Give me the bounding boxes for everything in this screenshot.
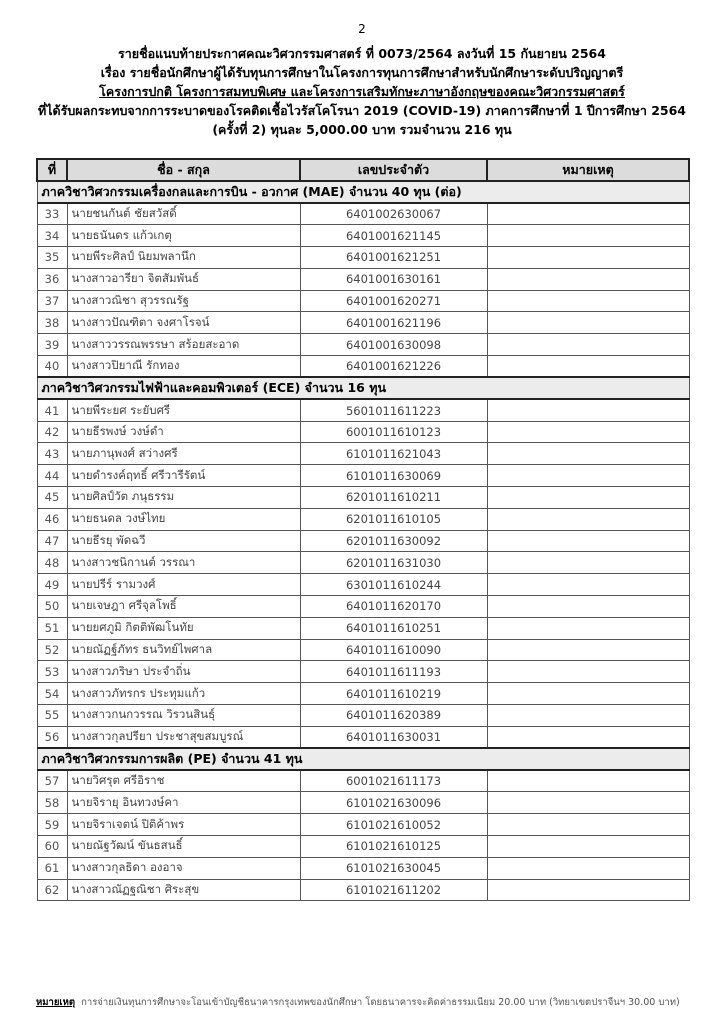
student-name: นางสาวอารียา จิตสัมพันธ์ (67, 268, 300, 290)
table-row (37, 247, 689, 269)
row-number: 42 (37, 421, 67, 443)
student-id: 6201011610211 (300, 487, 487, 509)
row-number: 56 (37, 726, 67, 748)
row-note (487, 639, 689, 661)
student-id: 6401002630067 (300, 203, 487, 225)
footnote-text: การจ่ายเงินทุนการศึกษาจะโอนเข้าบัญชีธนาคารกรุงเทพของนักศึกษา โดยธนาคารจะคิดค่าธรรมเนียม 20.00 บาท (วิทยาเขตปราจีนฯ 30.00 บาท) (81, 997, 680, 1008)
student-name: นายเจษฎา ศรีจุลโพธิ์ (67, 596, 300, 618)
student-id: 6101021611202 (300, 879, 487, 901)
column-header-note: หมายเหตุ (487, 159, 689, 181)
student-name: นายณัฐวัฒน์ ขันธสนธิ์ (67, 836, 300, 858)
row-note (487, 661, 689, 683)
row-note (487, 465, 689, 487)
row-number: 52 (37, 639, 67, 661)
row-number: 48 (37, 552, 67, 574)
student-name: นายธีรพงษ์ วงษ์ดำ (67, 421, 300, 443)
student-name: นายธีรยุ พัดฉวี (67, 530, 300, 552)
row-note (487, 268, 689, 290)
table-row (37, 574, 689, 596)
table-row (37, 421, 689, 443)
row-note (487, 792, 689, 814)
student-name: นายจิรายุ อินทวงษ์คา (67, 792, 300, 814)
table-row (37, 814, 689, 836)
document-header (30, 44, 694, 139)
student-name: นางสาวปิยาณี รักทอง (67, 356, 300, 378)
student-id: 6201011631030 (300, 552, 487, 574)
student-id: 6101021610052 (300, 814, 487, 836)
header-subject: เรื่อง รายชื่อนักศึกษาผู้ได้รับทุนการศึกษาในโครงการทุนการศึกษาสำหรับนักศึกษาระดับปริญญาตรี (100, 65, 624, 80)
student-id: 6101021630045 (300, 857, 487, 879)
student-id: 6401001621145 (300, 225, 487, 247)
student-id: 6201011630092 (300, 530, 487, 552)
header-scholarship-amount: (ครั้งที่ 2) ทุนละ 5,000.00 บาท รวมจำนวน 216 ทุน (212, 122, 512, 137)
table-row (37, 617, 689, 639)
table-row (37, 726, 689, 748)
table-row (37, 836, 689, 858)
row-number: 62 (37, 879, 67, 901)
student-id: 6401001621226 (300, 356, 487, 378)
student-id: 6401011611193 (300, 661, 487, 683)
row-note (487, 356, 689, 378)
table-body (37, 181, 689, 901)
table-row (37, 857, 689, 879)
student-name: นางสาวปัณฑิตา จงศาโรจน์ (67, 312, 300, 334)
row-note (487, 596, 689, 618)
student-id: 6101011621043 (300, 443, 487, 465)
student-name: นายศิลป์วัต ภนุธรรม (67, 487, 300, 509)
row-number: 38 (37, 312, 67, 334)
student-name: นายธนดล วงษ์ไทย (67, 508, 300, 530)
row-note (487, 726, 689, 748)
student-name: นายยศภูมิ กิตติพัฒโนทัย (67, 617, 300, 639)
row-number: 61 (37, 857, 67, 879)
row-number: 47 (37, 530, 67, 552)
page-number: 2 (358, 22, 366, 36)
student-name: นายภานุพงศ์ สว่างศรี (67, 443, 300, 465)
table-row (37, 530, 689, 552)
header-announcement: รายชื่อแนบท้ายประกาศคณะวิศวกรรมศาสตร์ ที่ 0073/2564 ลงวันที่ 15 กันยายน 2564 (118, 46, 606, 61)
table-row (37, 399, 689, 421)
header-covid-impact: ที่ได้รับผลกระทบจากการระบาดของโรคติดเชื้อไวรัสโคโรนา 2019 (COVID-19) ภาคการศึกษาที่ 1 ปีการศึกษา 2564 (37, 103, 687, 118)
department-label: ภาควิชาวิศวกรรมการผลิต (PE) จำนวน 41 ทุน (37, 748, 689, 770)
department-row (37, 377, 689, 399)
table-row (37, 508, 689, 530)
table-row (37, 661, 689, 683)
header-programs: โครงการปกติ โครงการสมทบพิเศษ และโครงการเสริมทักษะภาษาอังกฤษของคณะวิศวกรรมศาสตร์ (99, 84, 625, 99)
table-row (37, 770, 689, 792)
row-number: 34 (37, 225, 67, 247)
table-row (37, 552, 689, 574)
student-id: 6401011610090 (300, 639, 487, 661)
row-note (487, 421, 689, 443)
student-name: นายปรีร์ รามวงศ์ (67, 574, 300, 596)
student-id: 6201011610105 (300, 508, 487, 530)
table-row (37, 443, 689, 465)
student-name: นางสาวชนิกานต์ วรรณา (67, 552, 300, 574)
row-note (487, 203, 689, 225)
student-name: นางสาวกุลปรียา ประชาสุขสมบูรณ์ (67, 726, 300, 748)
table-row (37, 268, 689, 290)
row-number: 40 (37, 356, 67, 378)
row-number: 51 (37, 617, 67, 639)
student-id: 6401001621196 (300, 312, 487, 334)
row-number: 39 (37, 334, 67, 356)
table-header-row (37, 159, 689, 181)
student-id: 6401001630098 (300, 334, 487, 356)
student-id: 5601011611223 (300, 399, 487, 421)
row-note (487, 334, 689, 356)
row-number: 41 (37, 399, 67, 421)
row-number: 59 (37, 814, 67, 836)
student-name: นายจิราเจตน์ ปิติค้าพร (67, 814, 300, 836)
row-number: 49 (37, 574, 67, 596)
column-header-no: ที่ (37, 159, 67, 181)
row-note (487, 290, 689, 312)
row-number: 57 (37, 770, 67, 792)
row-note (487, 574, 689, 596)
student-name: นางสาวภริษา ประจำถิ่น (67, 661, 300, 683)
row-number: 46 (37, 508, 67, 530)
row-note (487, 770, 689, 792)
student-id: 6401011630031 (300, 726, 487, 748)
department-row (37, 748, 689, 770)
table-row (37, 879, 689, 901)
student-id: 6301011610244 (300, 574, 487, 596)
scholarship-table (36, 158, 690, 901)
row-note (487, 247, 689, 269)
row-note (487, 683, 689, 705)
row-note (487, 487, 689, 509)
department-row (37, 181, 689, 203)
table-row (37, 683, 689, 705)
row-note (487, 836, 689, 858)
table-row (37, 487, 689, 509)
row-number: 45 (37, 487, 67, 509)
row-number: 50 (37, 596, 67, 618)
row-number: 33 (37, 203, 67, 225)
student-name: นายธนันดร แก้วเกตุ (67, 225, 300, 247)
row-number: 37 (37, 290, 67, 312)
row-number: 58 (37, 792, 67, 814)
student-id: 6101021630096 (300, 792, 487, 814)
student-id: 6401011610219 (300, 683, 487, 705)
table-row (37, 334, 689, 356)
row-number: 60 (37, 836, 67, 858)
table-row (37, 596, 689, 618)
column-header-name: ชื่อ - สกุล (67, 159, 300, 181)
table-row (37, 356, 689, 378)
table-row (37, 312, 689, 334)
department-label: ภาควิชาวิศวกรรมไฟฟ้าและคอมพิวเตอร์ (ECE) จำนวน 16 ทุน (37, 377, 689, 399)
row-number: 36 (37, 268, 67, 290)
row-number: 43 (37, 443, 67, 465)
row-note (487, 617, 689, 639)
row-note (487, 705, 689, 727)
row-number: 35 (37, 247, 67, 269)
row-note (487, 530, 689, 552)
table-row (37, 290, 689, 312)
student-id: 6401001630161 (300, 268, 487, 290)
table-row (37, 705, 689, 727)
student-name: นายวิศรุต ศรีอิราช (67, 770, 300, 792)
column-header-id: เลขประจำตัว (300, 159, 487, 181)
table-row (37, 225, 689, 247)
row-note (487, 508, 689, 530)
student-name: นายพีระยศ ระยับศรี (67, 399, 300, 421)
row-number: 55 (37, 705, 67, 727)
row-note (487, 879, 689, 901)
student-name: นางสาววรรณพรรษา สร้อยสะอาด (67, 334, 300, 356)
student-id: 6401001621251 (300, 247, 487, 269)
table-row (37, 465, 689, 487)
student-name: นางสาวณิชา สุวรรณรัฐ (67, 290, 300, 312)
student-name: นายณัฏฐ์ภัทร ธนวิทย์ไพศาล (67, 639, 300, 661)
row-note (487, 814, 689, 836)
footnote-label: หมายเหตุ (36, 997, 76, 1008)
row-note (487, 552, 689, 574)
student-id: 6401001620271 (300, 290, 487, 312)
student-id: 6001011610123 (300, 421, 487, 443)
row-note (487, 443, 689, 465)
student-id: 6101011630069 (300, 465, 487, 487)
student-id: 6401011620170 (300, 596, 487, 618)
row-note (487, 399, 689, 421)
student-name: นางสาวกนกวรรณ วิรวนสินธุ์ (67, 705, 300, 727)
row-note (487, 312, 689, 334)
student-id: 6401011620389 (300, 705, 487, 727)
student-id: 6001021611173 (300, 770, 487, 792)
student-name: นางสาวณัฏฐณิชา ศิระสุข (67, 879, 300, 901)
table-row (37, 639, 689, 661)
row-note (487, 225, 689, 247)
table-row (37, 792, 689, 814)
student-id: 6101021610125 (300, 836, 487, 858)
row-note (487, 857, 689, 879)
row-number: 53 (37, 661, 67, 683)
table-row (37, 203, 689, 225)
student-id: 6401011610251 (300, 617, 487, 639)
footnote (36, 995, 696, 1010)
student-name: นายพีระศิลป์ นิยมพลานึก (67, 247, 300, 269)
department-label: ภาควิชาวิศวกรรมเครื่องกลและการบิน - อวกาศ (MAE) จำนวน 40 ทุน (ต่อ) (37, 181, 689, 203)
student-name: นางสาวกุลธิดา องอาจ (67, 857, 300, 879)
student-name: นางสาวภัทรกร ประทุมแก้ว (67, 683, 300, 705)
student-name: นายดำรงค์ฤทธิ์ ศรีวารีรัตน์ (67, 465, 300, 487)
row-number: 54 (37, 683, 67, 705)
row-number: 44 (37, 465, 67, 487)
student-name: นายชนกันต์ ชัยสวัสดิ์ (67, 203, 300, 225)
